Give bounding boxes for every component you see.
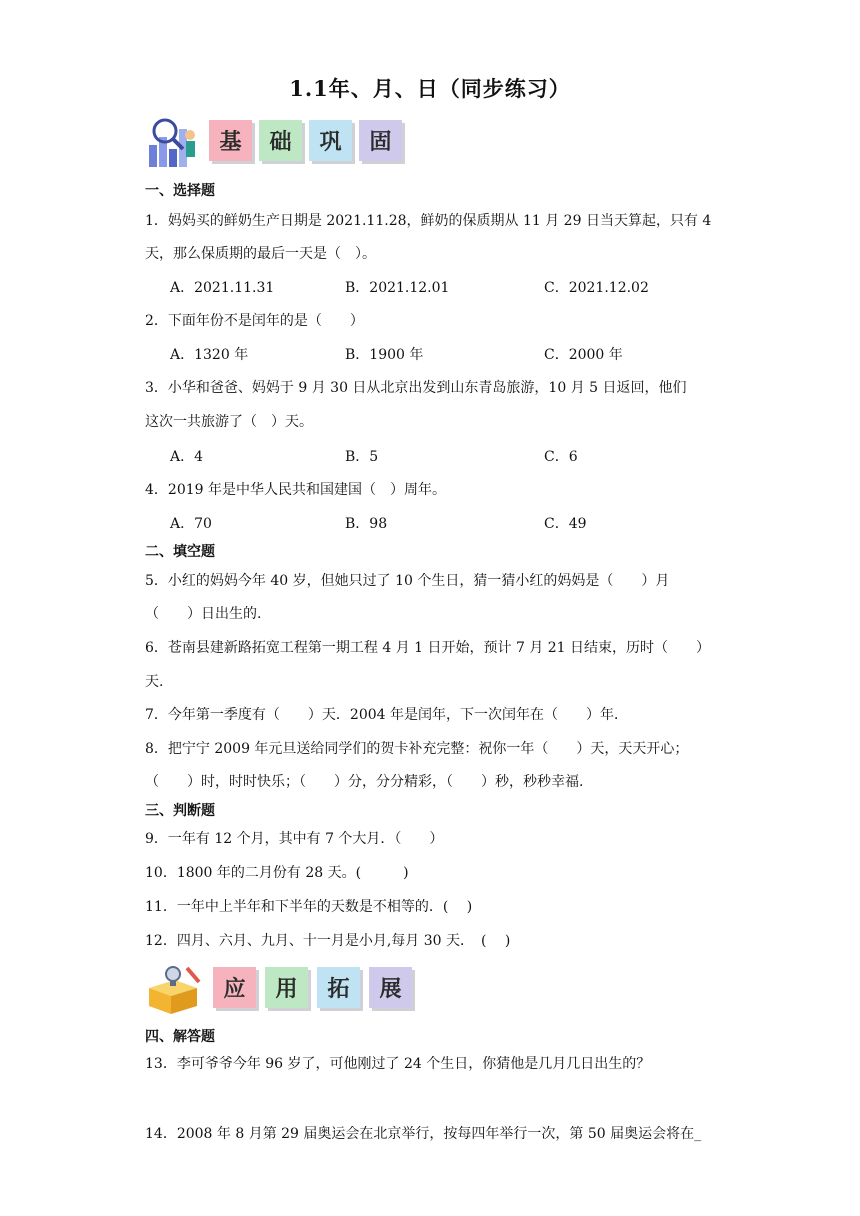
banner-tile-1: 基 [209, 120, 252, 161]
question-6-line-2: 天. [145, 674, 164, 690]
banner-tile-2: 础 [259, 120, 302, 161]
section-heading-judge: 三、判断题 [145, 803, 215, 819]
section-banner-extend [143, 962, 413, 1020]
question-11: 11．一年中上半年和下半年的天数是不相等的．( ) [145, 899, 473, 915]
page-title: 1.1年、月、日（同步练习） [289, 76, 571, 101]
question-8-line-1: 8．把宁宁 2009 年元旦送给同学们的贺卡补充完整：祝你一年（ ）天，天天开心； [145, 741, 689, 757]
question-5-line-2: （ ）日出生的. [145, 606, 262, 622]
section-heading-fill: 二、填空题 [145, 544, 215, 560]
banner-tile-2: 用 [265, 967, 308, 1008]
question-5-line-1: 5．小红的妈妈今年 40 岁，但她只过了 10 个生日，猜一猜小红的妈妈是（ ）月 [145, 573, 670, 589]
option-c[interactable]: C．2000 年 [544, 347, 623, 363]
question-14: 14．2008 年 8 月第 29 届奥运会在北京举行，按每四年举行一次，第 50 届奥运会将在_ [145, 1126, 702, 1142]
option-c[interactable]: C．49 [544, 516, 587, 532]
banner-tile-3: 拓 [317, 967, 360, 1008]
question-10: 10．1800 年的二月份有 28 天。( ) [145, 865, 409, 881]
question-7: 7．今年第一季度有（ ）天．2004 年是闰年，下一次闰年在（ ）年． [145, 707, 628, 723]
banner-tile-4: 展 [369, 967, 412, 1008]
banner-tile-4: 固 [359, 120, 402, 161]
option-c[interactable]: C．2021.12.02 [544, 280, 649, 296]
option-a[interactable]: A．70 [170, 516, 212, 532]
question-2: 2．下面年份不是闰年的是（ ） [145, 313, 364, 329]
question-1-line-2: 天，那么保质期的最后一天是（ ）。 [145, 246, 376, 262]
section-heading-choice: 一、选择题 [145, 183, 215, 199]
question-9: 9．一年有 12 个月，其中有 7 个大月．（ ） [145, 831, 444, 847]
section-heading-solve: 四、解答题 [145, 1029, 215, 1045]
question-6-line-1: 6．苍南县建新路拓宽工程第一期工程 4 月 1 日开始，预计 7 月 21 日结束，历时（ ） [145, 640, 711, 656]
section-banner-basic [143, 115, 413, 173]
option-b[interactable]: B．2021.12.01 [345, 280, 450, 296]
option-a[interactable]: A．2021.11.31 [170, 280, 275, 296]
toolbox-icon [143, 962, 203, 1020]
banner-tile-3: 巩 [309, 120, 352, 161]
question-1-line-1: 1．妈妈买的鲜奶生产日期是 2021.11.28，鲜奶的保质期从 11 月 29 日当天算起，只有 4 [145, 213, 712, 229]
question-3-line-1: 3．小华和爸爸、妈妈于 9 月 30 日从北京出发到山东青岛旅游，10 月 5 日返回，他们 [145, 380, 687, 396]
option-c[interactable]: C．6 [544, 449, 578, 465]
option-a[interactable]: A．1320 年 [170, 347, 249, 363]
banner-tile-1: 应 [213, 967, 256, 1008]
option-b[interactable]: B．1900 年 [345, 347, 424, 363]
option-a[interactable]: A．4 [170, 449, 204, 465]
question-13: 13．李可爷爷今年 96 岁了，可他刚过了 24 个生日，你猜他是几月几日出生的？ [145, 1056, 651, 1072]
question-4: 4．2019 年是中华人民共和国建国（ ）周年。 [145, 482, 446, 498]
question-3-line-2: 这次一共旅游了（ ）天。 [145, 414, 313, 430]
question-12: 12．四月、六月、九月、十一月是小月,每月 30 天． ( ) [145, 933, 511, 949]
magnifier-chart-icon [143, 115, 203, 173]
option-b[interactable]: B．5 [345, 449, 379, 465]
option-b[interactable]: B．98 [345, 516, 388, 532]
question-8-line-2: （ ）时，时时快乐；（ ）分，分分精彩，（ ）秒，秒秒幸福. [145, 774, 584, 790]
